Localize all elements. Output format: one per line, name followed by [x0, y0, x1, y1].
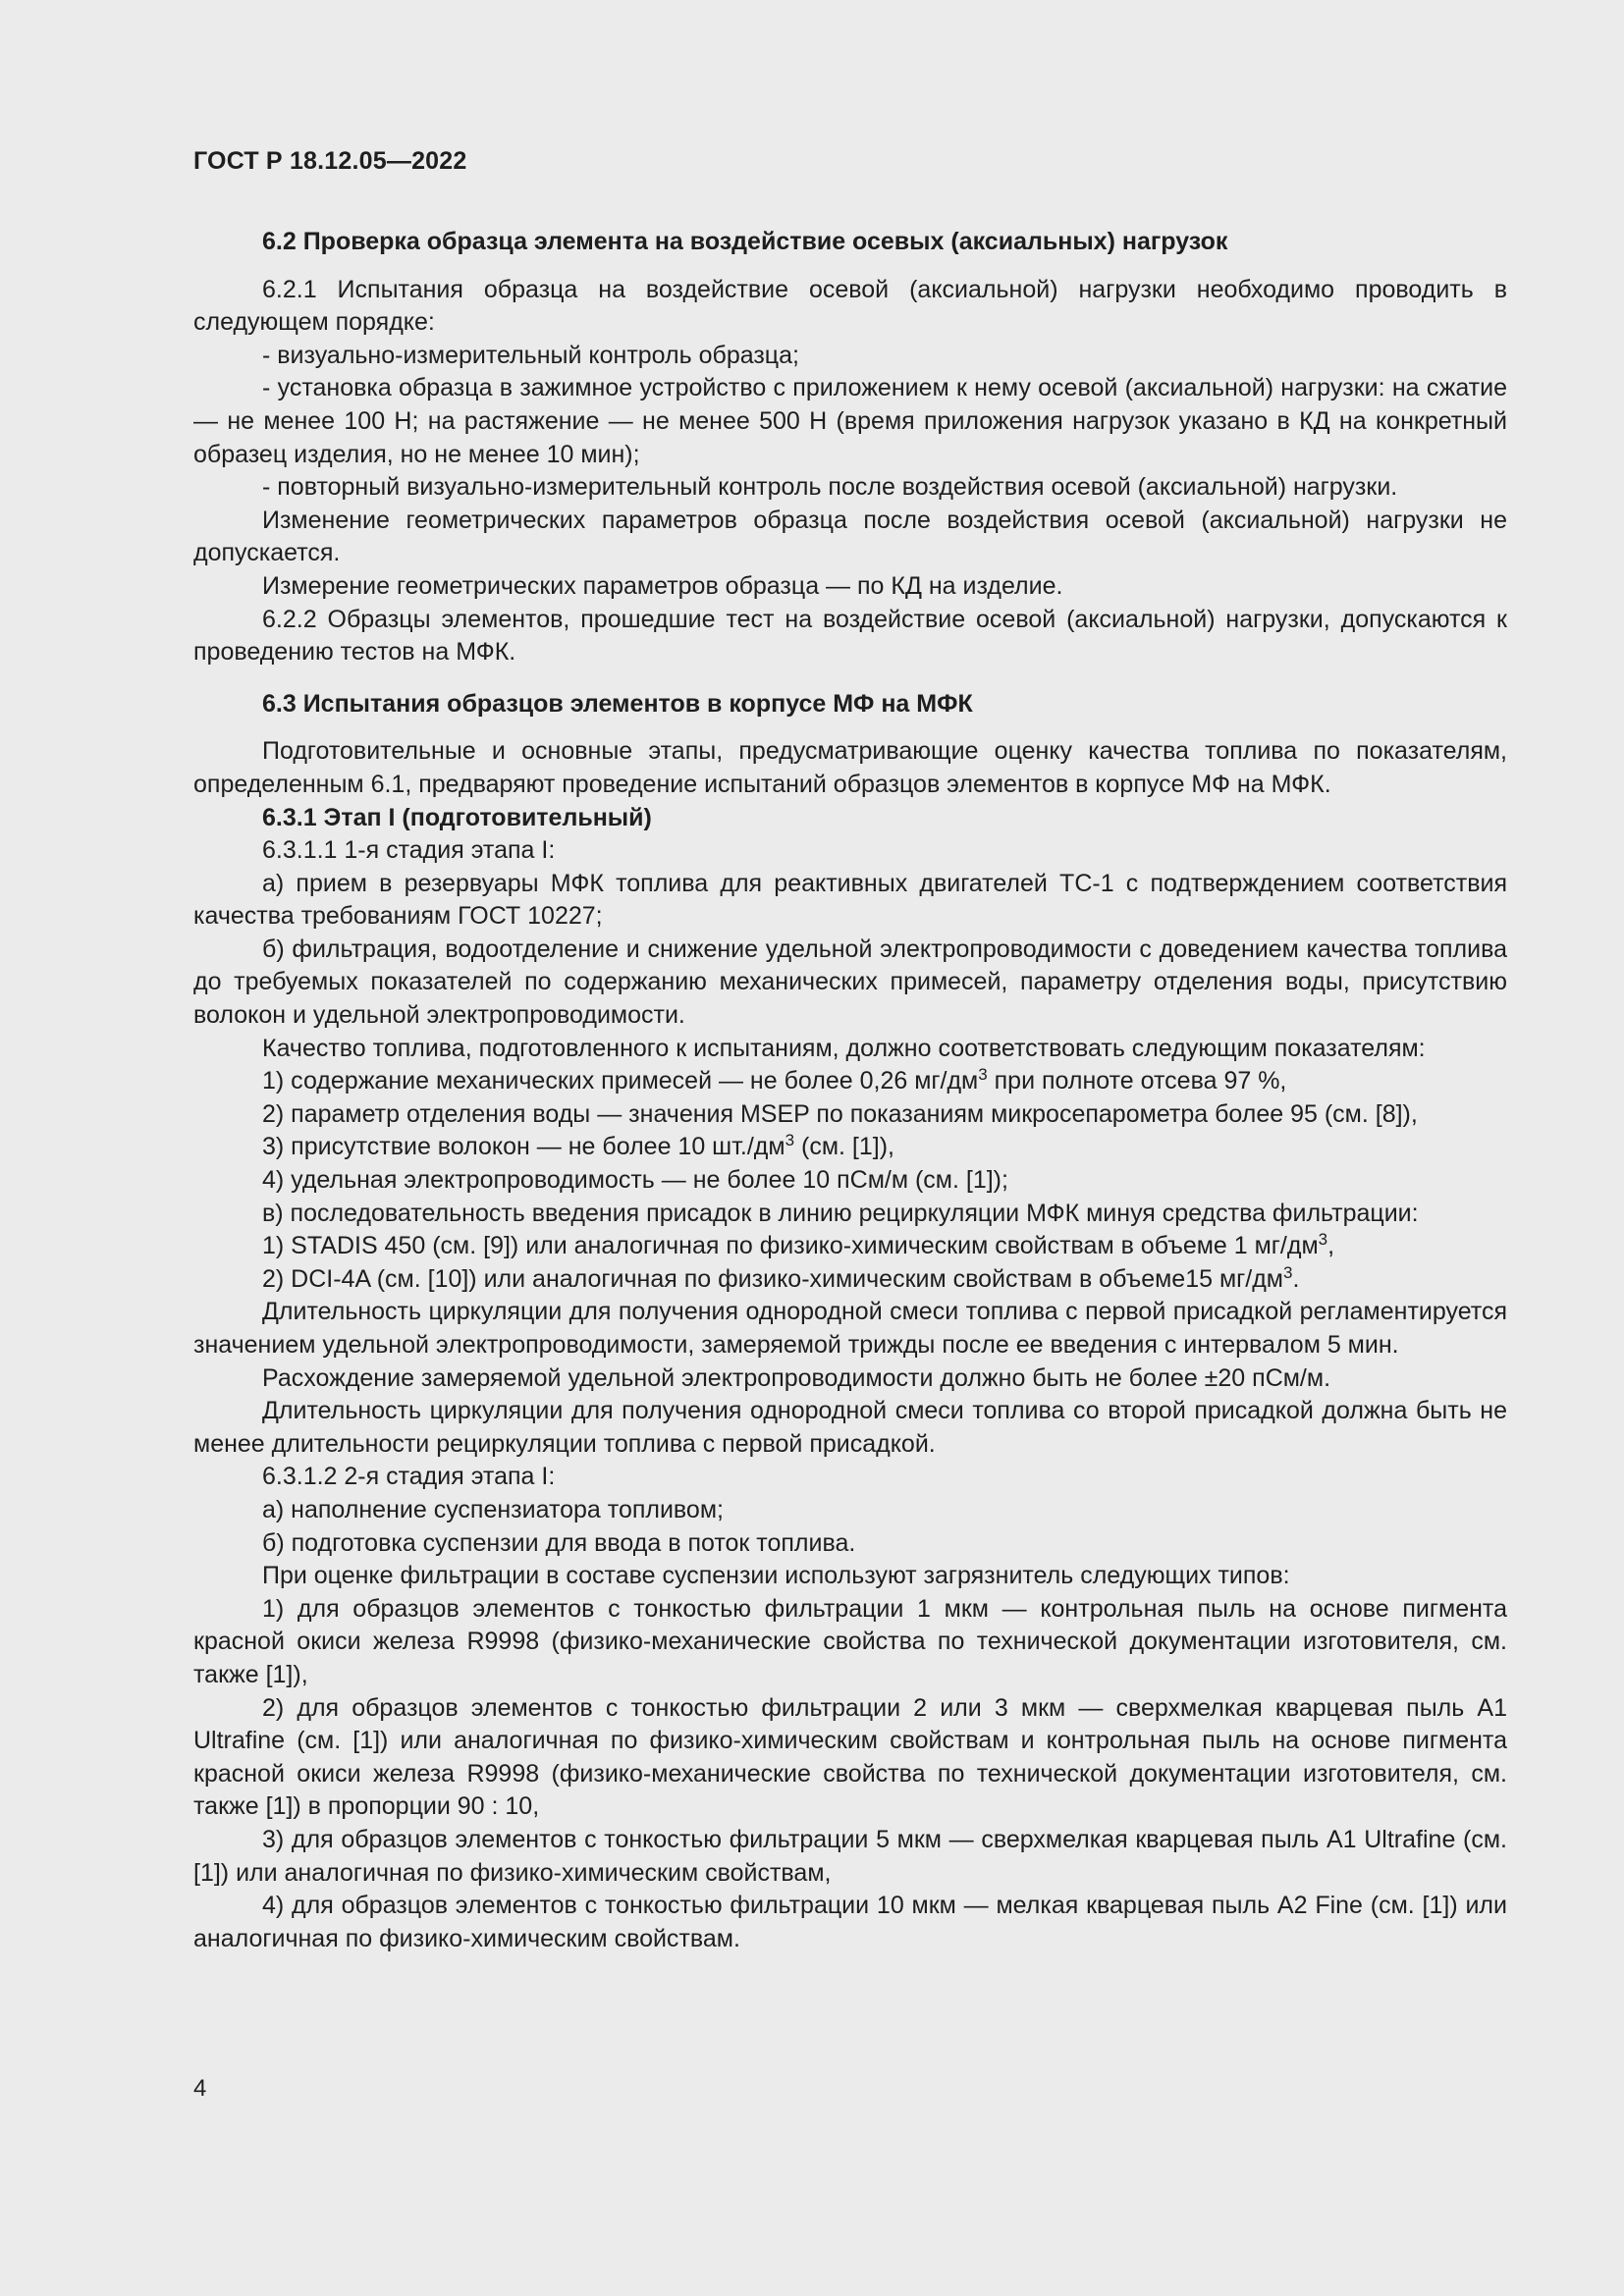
subsection-6-3-1-heading: 6.3.1 Этап I (подготовительный) — [262, 803, 652, 831]
paragraph: Расхождение замеряемой удельной электропроводимости должно быть не более ±20 пСм/м. — [262, 1363, 1331, 1392]
paragraph: 6.2.1 Испытания образца на воздействие осевой (аксиальной) нагрузки необходимо проводить в следующем порядке: — [193, 275, 1507, 337]
superscript: 3 — [1318, 1230, 1328, 1250]
list-item: 2) параметр отделения воды — значения MSEP по показаниям микросепарометра более 95 (см. [8]), — [262, 1099, 1418, 1128]
list-item: а) прием в резервуары МФК топлива для реактивных двигателей ТС-1 с подтверждением соответствия качества требованиям ГОСТ 10227; — [193, 869, 1507, 931]
list-item: б) фильтрация, водоотделение и снижение удельной электропроводимости с доведением качества топлива до требуемых показателей по содержанию механических примесей, параметру отделения воды, присутствию волокон и удельной электропроводимости. — [193, 934, 1507, 1030]
list-item — [193, 1065, 1507, 1098]
list-item-text: (см. [1]), — [794, 1133, 894, 1161]
list-item — [193, 1263, 1507, 1297]
superscript: 3 — [978, 1065, 988, 1085]
list-item: а) наполнение суспензиатора топливом; — [262, 1495, 724, 1523]
paragraph: Длительность циркуляции для получения однородной смеси топлива со второй присадкой должна быть не менее длительности рециркуляции топлива с первой присадкой. — [193, 1397, 1507, 1458]
list-item-text: . — [1292, 1264, 1300, 1293]
list-item: - повторный визуально-измерительный контроль после воздействия осевой (аксиальной) нагрузки. — [262, 473, 1398, 502]
paragraph: При оценке фильтрации в составе суспензии используют загрязнитель следующих типов: — [262, 1562, 1290, 1590]
list-item: - визуально-измерительный контроль образца; — [262, 341, 799, 369]
list-item — [193, 1230, 1507, 1263]
section-6-3-heading: 6.3 Испытания образцов элементов в корпусе МФ на МФК — [262, 689, 973, 718]
paragraph: Качество топлива, подготовленного к испытаниям, должно соответствовать следующим показателям: — [262, 1034, 1426, 1062]
paragraph: Изменение геометрических параметров образца после воздействия осевой (аксиальной) нагрузки не допускается. — [193, 506, 1507, 567]
page-number: 4 — [193, 2075, 207, 2102]
superscript: 3 — [1282, 1262, 1293, 1282]
list-item-text: 3) присутствие волокон — не более 10 шт./дм — [262, 1133, 785, 1161]
list-item — [193, 1131, 1507, 1164]
paragraph: Подготовительные и основные этапы, предусматривающие оценку качества топлива по показателям, определенным 6.1, предваряют проведение испытаний образцов элементов в корпусе МФ на МФК. — [193, 737, 1507, 798]
list-item: - установка образца в зажимное устройство с приложением к нему осевой (аксиальной) нагрузки: на сжатие — не менее 100 Н; на растяжение — не менее 500 Н (время приложения нагрузок указано в КД на конкретный образец изделия, но не менее 10 мин); — [193, 374, 1507, 468]
paragraph: 6.3.1.2 2-я стадия этапа I: — [262, 1463, 556, 1491]
list-item-text: 1) содержание механических примесей — не более 0,26 мг/дм — [262, 1067, 979, 1095]
list-item: 4) удельная электропроводимость — не более 10 пСм/м (см. [1]); — [262, 1166, 1008, 1195]
list-item: б) подготовка суспензии для ввода в поток топлива. — [262, 1528, 856, 1557]
list-item: 1) для образцов элементов с тонкостью фильтрации 1 мкм — контрольная пыль на основе пигмента красной окиси железа R9998 (физико-механические свойства по технической документации изготовителя, см. также [1]), — [193, 1594, 1507, 1688]
section-6-2-heading: 6.2 Проверка образца элемента на воздействие осевых (аксиальных) нагрузок — [262, 228, 1228, 255]
list-item-text: при полноте отсева 97 %, — [987, 1067, 1287, 1095]
list-item-text: 2) DCI-4A (см. [10]) или аналогичная по физико-химическим свойствам в объеме15 мг/дм — [262, 1264, 1283, 1293]
paragraph: Длительность циркуляции для получения однородной смеси топлива с первой присадкой регламентируется значением удельной электропроводимости, замеряемой трижды после ее введения с интервалом 5 мин. — [193, 1298, 1507, 1359]
list-item: 2) для образцов элементов с тонкостью фильтрации 2 или 3 мкм — сверхмелкая кварцевая пыль A1 Ultrafine (см. [1]) или аналогичная по физико-химическим свойствам и контрольная пыль на основе пигмента красной окиси железа R9998 (физико-механические свойства по технической документации изготовителя, см. также [1]) в пропорции 90 : 10, — [193, 1693, 1507, 1821]
standard-code-header: ГОСТ Р 18.12.05—2022 — [193, 147, 467, 175]
page-content — [193, 226, 1507, 1955]
list-item: 4) для образцов элементов с тонкостью фильтрации 10 мкм — мелкая кварцевая пыль A2 Fine (см. [1]) или аналогичная по физико-химическим свойствам. — [193, 1892, 1507, 1952]
paragraph: Измерение геометрических параметров образца — по КД на изделие. — [262, 571, 1063, 600]
list-item-text: 1) STADIS 450 (см. [9]) или аналогичная по физико-химическим свойствам в объеме 1 мг/дм — [262, 1232, 1319, 1260]
paragraph: 6.2.2 Образцы элементов, прошедшие тест на воздействие осевой (аксиальной) нагрузки, допускаются к проведению тестов на МФК. — [193, 605, 1507, 667]
list-item-text: , — [1327, 1232, 1335, 1260]
list-item: 3) для образцов элементов с тонкостью фильтрации 5 мкм — сверхмелкая кварцевая пыль A1 Ultrafine (см. [1]) или аналогичная по физико-химическим свойствам, — [193, 1825, 1507, 1887]
paragraph: 6.3.1.1 1-я стадия этапа I: — [262, 836, 556, 865]
superscript: 3 — [785, 1131, 795, 1150]
list-item: в) последовательность введения присадок в линию рециркуляции МФК минуя средства фильтрации: — [262, 1199, 1419, 1227]
